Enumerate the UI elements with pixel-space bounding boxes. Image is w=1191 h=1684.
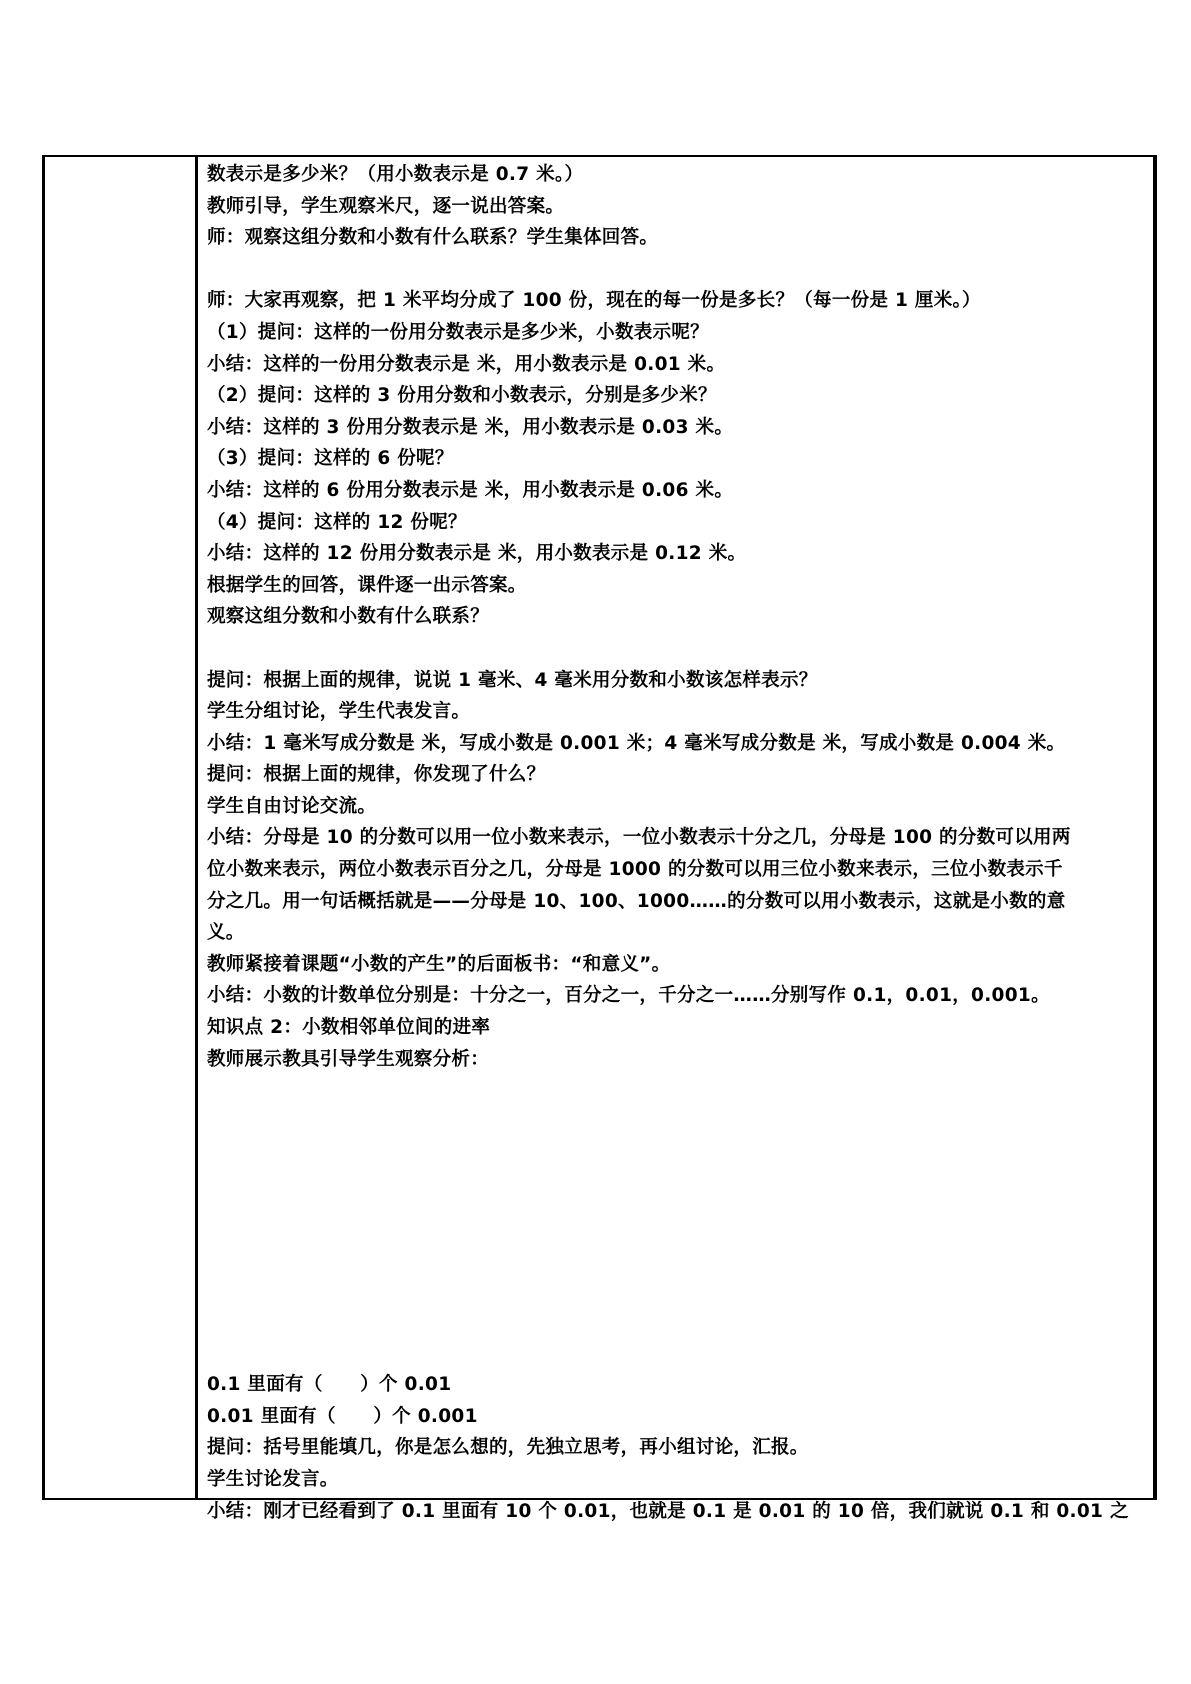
text-line: 小结：分母是 10 的分数可以用一位小数来表示，一位小数表示十分之几，分母是 100 的分数可以用两 xyxy=(207,827,1071,849)
text-line: 位小数来表示，两位小数表示百分之几，分母是 1000 的分数可以用三位小数来表示，三位小数表示千 xyxy=(207,859,1063,881)
text-line: 学生讨论发言。 xyxy=(207,1469,339,1490)
text-line: 小结：刚才已经看到了 0.1 里面有 10 个 0.01，也就是 0.1 是 0.01 的 10 倍，我们就说 0.1 和 0.01 之 xyxy=(207,1500,1129,1522)
text-line: 小结：这样的 6 份用分数表示是 米，用小数表示是 0.06 米。 xyxy=(207,479,734,501)
blank-line xyxy=(207,633,1157,665)
blank-line xyxy=(207,254,1157,286)
text-line: 提问：括号里能填几，你是怎么想的，先独立思考，再小组讨论，汇报。 xyxy=(207,1437,809,1459)
text-line: 提问：根据上面的规律，你发现了什么？ xyxy=(207,764,546,786)
text-line: 提问：根据上面的规律，说说 1 毫米、4 毫米用分数和小数该怎样表示？ xyxy=(207,669,818,691)
text-line: 数表示是多少米？（用小数表示是 0.7 米。） xyxy=(207,164,584,185)
lesson-plan-table xyxy=(42,155,1157,1522)
text-line: 师：大家再观察，把 1 米平均分成了 100 份，现在的每一份是多长？（每一份是 1 厘米。） xyxy=(207,290,981,312)
text-line: 义。 xyxy=(207,922,245,944)
text-line: 小结：这样的一份用分数表示是 米，用小数表示是 0.01 米。 xyxy=(207,353,726,375)
text-line: 小结：小数的计数单位分别是：十分之一，百分之一，千分之一……分别写作 0.1，0.01，0.001。 xyxy=(207,985,1050,1007)
text-line: 分之几。用一句话概括就是——分母是 10、100、1000……的分数可以用小数表示，这就是小数的意 xyxy=(207,890,1066,912)
text-line: 学生分组讨论，学生代表发言。 xyxy=(207,701,471,723)
text-line: 0.01 里面有（ ）个 0.001 xyxy=(207,1405,478,1427)
column-divider xyxy=(195,157,198,1498)
text-line: 0.1 里面有（ ）个 0.01 xyxy=(207,1374,452,1396)
text-line: 小结：这样的 3 份用分数表示是 米，用小数表示是 0.03 米。 xyxy=(207,416,734,438)
figure-area-blank xyxy=(207,1075,1157,1369)
text-line: 观察这组分数和小数有什么联系？ xyxy=(207,606,490,628)
text-line: 师：观察这组分数和小数有什么联系？学生集体回答。 xyxy=(207,227,659,249)
text-line: 小结：1 毫米写成分数是 米，写成小数是 0.001 米；4 毫米写成分数是 米，写成小数是 0.004 米。 xyxy=(207,732,1066,754)
text-line: （3）提问：这样的 6 份呢？ xyxy=(207,448,454,470)
text-line: 知识点 2：小数相邻单位间的进率 xyxy=(207,1017,491,1039)
text-line: 教师紧接着课题“小数的产生”的后面板书：“和意义”。 xyxy=(207,953,671,975)
text-line: （2）提问：这样的 3 份用分数和小数表示，分别是多少米？ xyxy=(207,385,717,407)
text-line: 根据学生的回答，课件逐一出示答案。 xyxy=(207,574,527,596)
text-line: （1）提问：这样的一份用分数表示是多少米，小数表示呢？ xyxy=(207,321,709,343)
text-line: （4）提问：这样的 12 份呢？ xyxy=(207,511,467,533)
text-line: 小结：这样的 12 份用分数表示是 米，用小数表示是 0.12 米。 xyxy=(207,543,747,565)
lesson-content-cell xyxy=(207,159,1157,1527)
text-line: 教师展示教具引导学生观察分析： xyxy=(207,1048,490,1070)
text-line: 学生自由讨论交流。 xyxy=(207,795,377,817)
text-line: 教师引导，学生观察米尺，逐一说出答案。 xyxy=(207,195,565,217)
